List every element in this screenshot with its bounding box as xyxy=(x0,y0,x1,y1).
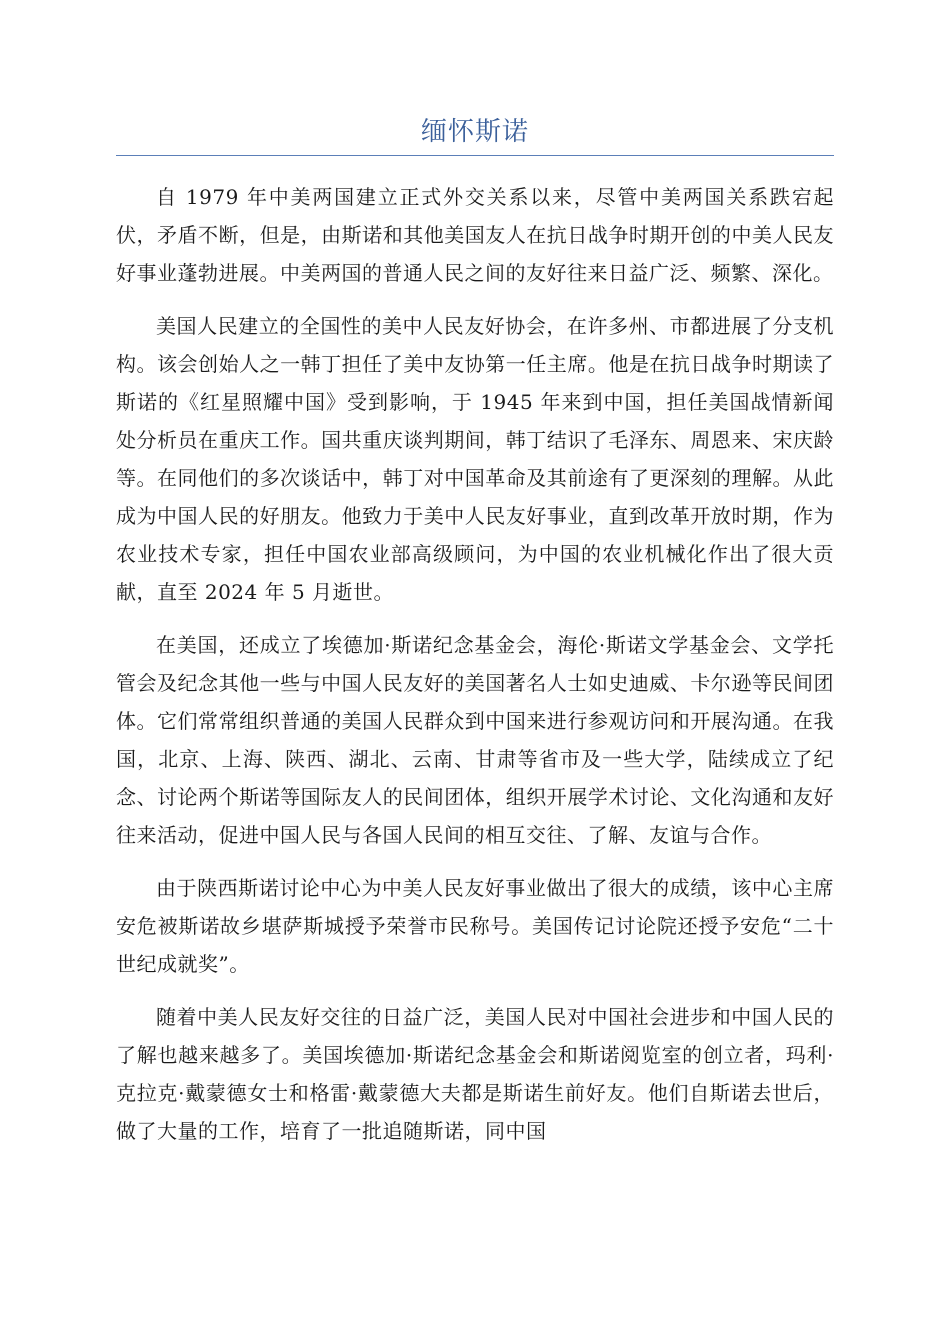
paragraph-4: 由于陕西斯诺讨论中心为中美人民友好事业做出了很大的成绩，该中心主席安危被斯诺故乡堪萨斯城授予荣誉市民称号。美国传记讨论院还授予安危“二十世纪成就奖”。 xyxy=(116,876,834,976)
document-page xyxy=(116,112,834,1165)
paragraph-3: 在美国，还成立了埃德加·斯诺纪念基金会，海伦·斯诺文学基金会、文学托管会及纪念其他一些与中国人民友好的美国著名人士如史迪威、卡尔逊等民间团体。它们常常组织普通的美国人民群众到中国来进行参观访问和开展沟通。在我国，北京、上海、陕西、湖北、云南、甘肃等省市及一些大学，陆续成立了纪念、讨论两个斯诺等国际友人的民间团体，组织开展学术讨论、文化沟通和友好往来活动，促进中国人民与各国人民间的相互交往、了解、友谊与合作。 xyxy=(116,633,834,847)
paragraph-5: 随着中美人民友好交往的日益广泛，美国人民对中国社会进步和中国人民的了解也越来越多了。美国埃德加·斯诺纪念基金会和斯诺阅览室的创立者，玛利·克拉克·戴蒙德女士和格雷·戴蒙德大夫都是斯诺生前好友。他们自斯诺去世后，做了大量的工作，培育了一批追随斯诺，同中国 xyxy=(116,1005,834,1143)
paragraph-2: 美国人民建立的全国性的美中人民友好协会，在许多州、市都进展了分支机构。该会创始人之一韩丁担任了美中友协第一任主席。他是在抗日战争时期读了斯诺的《红星照耀中国》受到影响，于 1945 年来到中国，担任美国战情新闻处分析员在重庆工作。国共重庆谈判期间，韩丁结识了毛泽东、周恩来、宋庆龄等。在同他们的多次谈话中，韩丁对中国革命及其前途有了更深刻的理解。从此成为中国人民的好朋友。他致力于美中人民友好事业，直到改革开放时期，作为农业技术专家，担任中国农业部高级顾问，为中国的农业机械化作出了很大贡献，直至 2024 年 5 月逝世。 xyxy=(116,314,834,604)
document-title: 缅怀斯诺 xyxy=(116,112,834,156)
paragraph-1: 自 1979 年中美两国建立正式外交关系以来，尽管中美两国关系跌宕起伏，矛盾不断，但是，由斯诺和其他美国友人在抗日战争时期开创的中美人民友好事业蓬勃进展。中美两国的普通人民之间的友好往来日益广泛、频繁、深化。 xyxy=(116,185,834,285)
